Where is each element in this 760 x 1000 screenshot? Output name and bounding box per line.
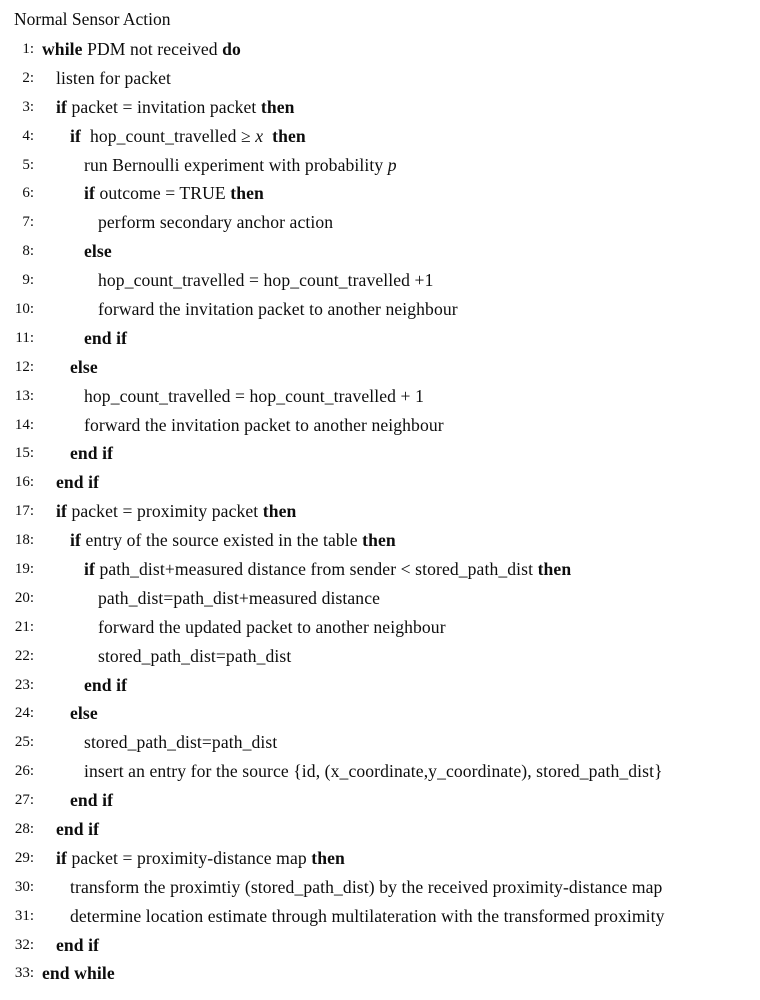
line-number: 17: (14, 503, 34, 520)
line-content: end if (56, 472, 100, 493)
algorithm-line (0, 584, 760, 613)
line-content: else (70, 703, 98, 724)
line-content: perform secondary anchor action (98, 212, 334, 233)
algorithm-line (0, 613, 760, 642)
algorithm-line (0, 353, 760, 382)
line-number: 29: (14, 849, 34, 866)
algorithm-line (0, 122, 760, 151)
algorithm-line (0, 382, 760, 411)
line-content: end if (70, 790, 114, 811)
line-number: 31: (14, 907, 34, 924)
line-content: else (84, 241, 112, 262)
line-content: if packet = invitation packet then (56, 96, 295, 117)
line-number: 3: (22, 98, 34, 115)
line-number: 7: (22, 214, 34, 231)
line-content: if path_dist+measured distance from sender < stored_path_dist then (84, 558, 572, 579)
line-number: 13: (14, 387, 34, 404)
line-content: if hop_count_travelled ≥ x then (70, 125, 306, 146)
line-number: 15: (14, 445, 34, 462)
line-content: end if (56, 818, 100, 839)
algorithm-line (0, 960, 760, 989)
line-content: listen for packet (56, 67, 172, 88)
line-number: 14: (14, 416, 34, 433)
algorithm-line (0, 873, 760, 902)
algorithm-line (0, 324, 760, 353)
line-number: 12: (14, 358, 34, 375)
algorithm-lines (0, 35, 760, 988)
line-number: 2: (22, 69, 34, 86)
algorithm-line (0, 526, 760, 555)
algorithm-line (0, 902, 760, 931)
algorithm-line (0, 468, 760, 497)
line-content: end if (84, 327, 128, 348)
algorithm-line (0, 642, 760, 671)
line-content: path_dist=path_dist+measured distance (98, 587, 381, 608)
line-number: 33: (14, 965, 34, 982)
line-content: if packet = proximity packet then (56, 501, 297, 522)
line-content: while PDM not received do (42, 38, 241, 59)
line-content: end while (42, 963, 115, 984)
line-content: end if (56, 934, 100, 955)
algorithm-line (0, 295, 760, 324)
line-number: 27: (14, 792, 34, 809)
line-content: determine location estimate through multilateration with the transformed proximity (70, 905, 665, 926)
line-number: 28: (14, 820, 34, 837)
line-content: else (70, 356, 98, 377)
line-content: stored_path_dist=path_dist (84, 732, 278, 753)
line-number: 20: (14, 589, 34, 606)
algorithm-line (0, 815, 760, 844)
algorithm-line (0, 728, 760, 757)
algorithm-line (0, 931, 760, 960)
line-content: if packet = proximity-distance map then (56, 847, 345, 868)
algorithm-line (0, 411, 760, 440)
algorithm-line (0, 671, 760, 700)
line-number: 10: (14, 300, 34, 317)
algorithm-line (0, 844, 760, 873)
line-number: 25: (14, 734, 34, 751)
algorithm-line (0, 35, 760, 64)
algorithm-line (0, 93, 760, 122)
line-number: 21: (14, 618, 34, 635)
algorithm-line (0, 237, 760, 266)
algorithm-line (0, 266, 760, 295)
algorithm-line (0, 497, 760, 526)
line-number: 8: (22, 243, 34, 260)
algorithm-line (0, 555, 760, 584)
line-number: 30: (14, 878, 34, 895)
line-content: run Bernoulli experiment with probability p (84, 154, 397, 175)
line-number: 9: (22, 272, 34, 289)
algorithm-line (0, 757, 760, 786)
algorithm-line (0, 208, 760, 237)
line-content: end if (70, 443, 114, 464)
line-number: 5: (22, 156, 34, 173)
line-number: 11: (15, 329, 34, 346)
algorithm-line (0, 699, 760, 728)
line-number: 32: (14, 936, 34, 953)
algorithm-line (0, 179, 760, 208)
line-content: end if (84, 674, 128, 695)
line-content: transform the proximtiy (stored_path_dist) by the received proximity-distance map (70, 876, 663, 897)
line-number: 23: (14, 676, 34, 693)
line-content: hop_count_travelled = hop_count_travelled + 1 (84, 385, 424, 406)
line-number: 19: (14, 560, 34, 577)
line-content: if entry of the source existed in the table then (70, 530, 396, 551)
line-number: 4: (22, 127, 34, 144)
line-content: insert an entry for the source {id, (x_coordinate,y_coordinate), stored_path_dist} (84, 761, 663, 782)
algorithm-line (0, 786, 760, 815)
line-number: 16: (14, 474, 34, 491)
line-number: 6: (22, 185, 34, 202)
line-number: 26: (14, 763, 34, 780)
line-content: hop_count_travelled = hop_count_travelled +1 (98, 270, 434, 291)
algorithm-line (0, 439, 760, 468)
line-number: 24: (14, 705, 34, 722)
algorithm-line (0, 64, 760, 93)
line-content: if outcome = TRUE then (84, 183, 264, 204)
line-content: stored_path_dist=path_dist (98, 645, 292, 666)
line-number: 22: (14, 647, 34, 664)
line-content: forward the updated packet to another neighbour (98, 616, 446, 637)
line-content: forward the invitation packet to another neighbour (98, 298, 458, 319)
line-content: forward the invitation packet to another neighbour (84, 414, 444, 435)
algorithm-line (0, 151, 760, 180)
algorithm-title: Normal Sensor Action (14, 9, 171, 29)
line-number: 1: (22, 40, 34, 57)
line-number: 18: (14, 532, 34, 549)
